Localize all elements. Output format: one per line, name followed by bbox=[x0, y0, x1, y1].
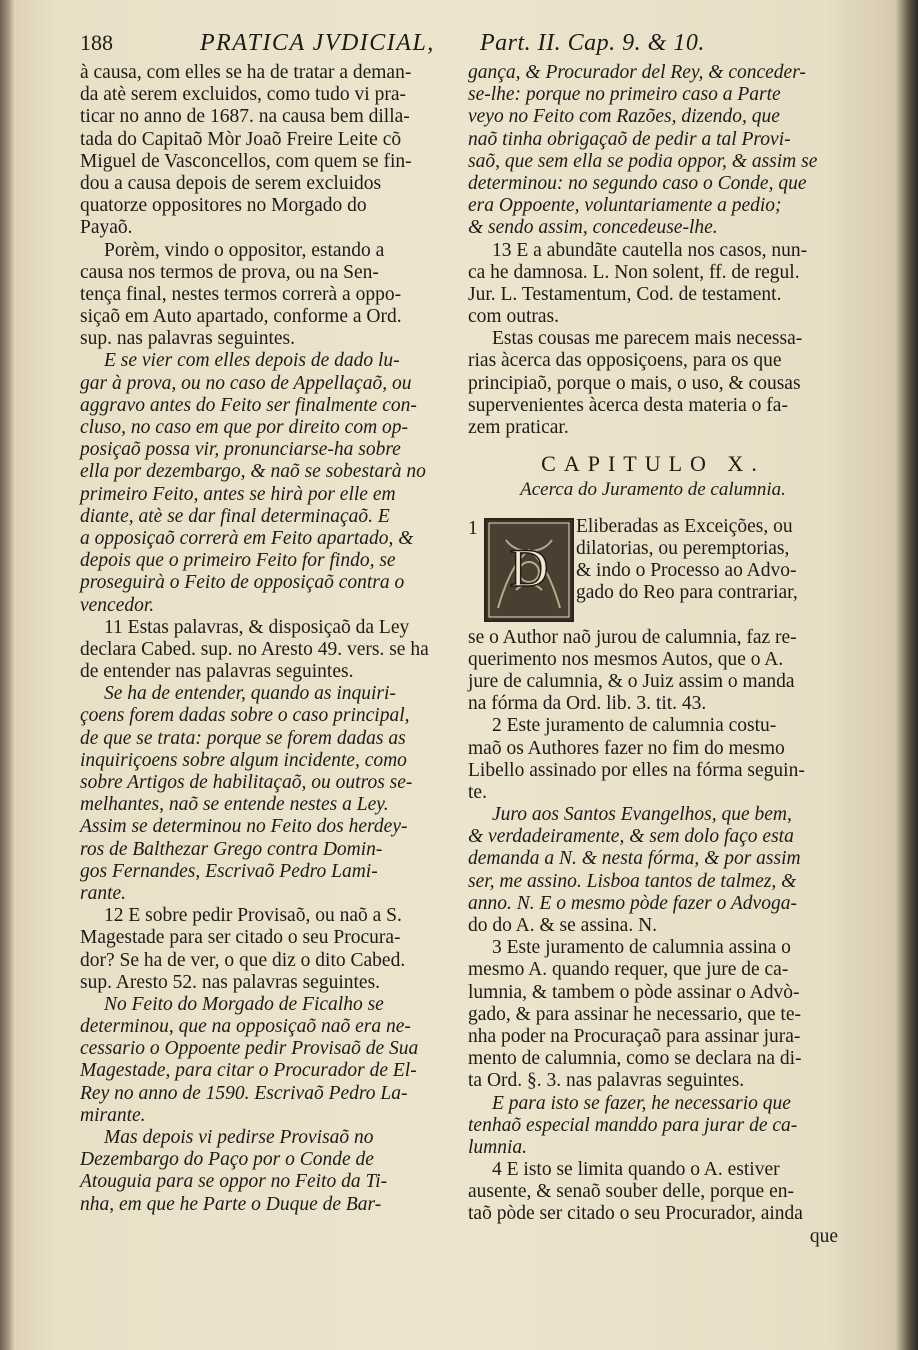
text-line: se o Author naõ jurou de calumnia, faz re- bbox=[468, 626, 797, 648]
text-line: se-lhe: porque no primeiro caso a Parte bbox=[468, 84, 781, 106]
text-line: dilatorias, ou peremptorias, bbox=[576, 537, 790, 559]
text-line: Dezembargo do Paço por o Conde de bbox=[80, 1149, 374, 1171]
text-line: Eliberadas as Exceições, ou bbox=[576, 515, 793, 537]
text-line: Porèm, vindo o oppositor, estando a bbox=[104, 239, 385, 261]
text-line: Libello assinado por elles na fórma seguin- bbox=[468, 759, 805, 781]
page-number: 188 bbox=[80, 30, 113, 55]
text-line: sup. Aresto 52. nas palavras seguintes. bbox=[80, 971, 381, 993]
text-line: Payaõ. bbox=[80, 217, 133, 239]
text-line: sup. nas palavras seguintes. bbox=[80, 328, 295, 350]
text-line: primeiro Feito, antes se hirà por elle em bbox=[80, 483, 396, 505]
text-line: jure de calumnia, & o Juiz assim o manda bbox=[468, 670, 795, 692]
text-line: E para isto se fazer, he necessario que bbox=[492, 1092, 791, 1114]
text-line: querimento nos mesmos Autos, que o A. bbox=[468, 648, 784, 670]
text-line: Jur. L. Testamentum, Cod. de testament. bbox=[468, 283, 782, 305]
text-line: declara Cabed. sup. no Aresto 49. vers. se ha bbox=[80, 638, 429, 660]
text-line: Atouguia para se oppor no Feito da Ti- bbox=[80, 1171, 388, 1193]
text-line: gado, & para assinar he necessario, que te- bbox=[468, 1003, 801, 1025]
text-line: Magestade, para citar o Procurador de El- bbox=[80, 1060, 417, 1082]
chapter-title: CAPITULO X. bbox=[541, 451, 765, 477]
text-line: 13 E a abundãte cautella nos casos, nun- bbox=[492, 239, 808, 261]
text-line: demanda a N. & nesta fórma, & por assim bbox=[468, 848, 801, 870]
text-line: mesmo A. quando requer, que jure de ca- bbox=[468, 959, 789, 981]
text-line: Estas cousas me parecem mais necessa- bbox=[492, 328, 803, 350]
text-line: gos Fernandes, Escrivaõ Pedro Lami- bbox=[80, 860, 378, 882]
text-line: ausente, & senaõ souber delle, porque en- bbox=[468, 1181, 794, 1203]
drop-cap-paragraph bbox=[468, 516, 838, 627]
text-line: mirante. bbox=[80, 1104, 146, 1126]
text-line: Mas depois vi pedirse Provisaõ no bbox=[104, 1127, 374, 1148]
text-line: inquiriçoens sobre algum incidente, como bbox=[80, 749, 407, 771]
text-line: quatorze oppositores no Morgado do bbox=[80, 195, 367, 217]
text-line: & indo o Processo ao Advo- bbox=[576, 559, 797, 581]
text-line: ros de Balthezar Grego contra Domin- bbox=[80, 838, 383, 860]
text-line: com outras. bbox=[468, 306, 559, 328]
text-line: dou a causa depois de serem excluidos bbox=[80, 172, 382, 194]
text-line: determinou: no segundo caso o Conde, que bbox=[468, 172, 807, 194]
text-line: a opposiçaõ correrà em Feito apartado, & bbox=[80, 527, 414, 549]
text-line: Magestade para ser citado o seu Procura- bbox=[80, 927, 401, 949]
text-line: determinou, que na opposiçaõ naõ era ne- bbox=[80, 1016, 411, 1038]
part-chapter-reference: Part. II. Cap. 9. & 10. bbox=[480, 30, 705, 56]
text-line: supervenientes àcerca desta materia o fa- bbox=[468, 394, 788, 416]
text-line: anno. N. E o mesmo pòde fazer o Advoga- bbox=[468, 892, 797, 914]
text-line: 11 Estas palavras, & disposiçaõ da Ley bbox=[104, 616, 410, 638]
text-line: gar à prova, ou no caso de Appellaçaõ, ou bbox=[80, 372, 412, 394]
text-line: tença final, nestes termos correrà a oppo- bbox=[80, 283, 402, 305]
text-line: & verdadeiramente, & sem dolo faço esta bbox=[468, 826, 794, 848]
text-line: da atè serem excluidos, como tudo vi pra- bbox=[80, 84, 406, 106]
text-line: 12 E sobre pedir Provisaõ, ou naõ a S. bbox=[104, 905, 402, 927]
right-column-top-text bbox=[468, 62, 838, 439]
text-line: depois que o primeiro Feito for findo, se bbox=[80, 550, 396, 572]
text-line: çoens forem dadas sobre o caso principal, bbox=[80, 705, 410, 727]
text-line: de entender nas palavras seguintes. bbox=[80, 661, 354, 683]
text-line: No Feito do Morgado de Ficalho se bbox=[104, 993, 384, 1015]
text-line: saõ, que sem ella se podia oppor, & assim se bbox=[468, 150, 818, 172]
left-text-column bbox=[80, 62, 452, 1216]
svg-text:D: D bbox=[509, 537, 549, 598]
text-line: vencedor. bbox=[80, 594, 155, 616]
running-header bbox=[80, 30, 800, 66]
right-column-bottom-text bbox=[468, 627, 838, 1226]
running-title: PRATICA JVDICIAL, bbox=[200, 30, 435, 56]
text-line: aggravo antes do Feito ser finalmente con- bbox=[80, 394, 417, 416]
text-line: lumnia, & tambem o pòde assinar o Advò- bbox=[468, 981, 800, 1003]
text-line: Juro aos Santos Evangelhos, que bem, bbox=[492, 804, 792, 826]
text-line: zem praticar. bbox=[468, 417, 569, 438]
text-line: nha poder na Procuraçaõ para assinar jura- bbox=[468, 1025, 801, 1047]
text-line: proseguirà o Feito de opposiçaõ contra o bbox=[80, 572, 405, 594]
text-line: nha, em que he Parte o Duque de Bar- bbox=[80, 1193, 382, 1215]
text-line: & sendo assim, concedeuse-lhe. bbox=[468, 217, 718, 239]
text-line: tenhaõ especial manddo para jurar de ca- bbox=[468, 1114, 798, 1136]
text-line: de que se trata: porque se forem dadas as bbox=[80, 727, 406, 749]
text-line: ca he damnosa. L. Non solent, ff. de regul. bbox=[468, 261, 800, 283]
text-line: diante, atè se dar final determinaçaõ. E bbox=[80, 505, 390, 527]
binding-gutter bbox=[0, 0, 14, 1350]
paragraph-number: 1 bbox=[468, 517, 478, 539]
text-line: melhantes, naõ se entende nestes a Ley. bbox=[80, 794, 389, 816]
text-line: ta Ord. §. 3. nas palavras seguintes. bbox=[468, 1070, 745, 1092]
text-line: dor? Se ha de ver, o que diz o dito Cabed. bbox=[80, 949, 406, 971]
text-line: mento de calumnia, como se declara na di- bbox=[468, 1048, 802, 1070]
text-line: rias àcerca das opposiçoens, para os que bbox=[468, 350, 782, 372]
text-line: ser, me assino. Lisboa tantos de talmez, & bbox=[468, 870, 797, 892]
text-line: gado do Reo para contrariar, bbox=[576, 582, 798, 604]
text-line: sobre Artigos de habilitaçaõ, ou outros se- bbox=[80, 772, 413, 793]
text-line: veyo no Feito com Razões, dizendo, que bbox=[468, 106, 780, 128]
text-line: era Oppoente, voluntariamente a pedio; bbox=[468, 195, 782, 217]
text-line: cessario o Oppoente pedir Provisaõ de Sua bbox=[80, 1038, 419, 1060]
text-line: Miguel de Vasconcellos, com quem se fin- bbox=[80, 150, 412, 172]
text-line: 4 E isto se limita quando o A. estiver bbox=[492, 1159, 780, 1181]
text-line: cluso, no caso em que por direito com op- bbox=[80, 417, 409, 438]
text-line: do do A. & se assina. N. bbox=[468, 915, 658, 936]
page-edge-shadow bbox=[896, 0, 918, 1350]
text-line: tada do Capitaõ Mòr Joaõ Freire Leite cõ bbox=[80, 128, 402, 150]
text-line: gança, & Procurador del Rey, & conceder- bbox=[468, 62, 806, 83]
text-line: principiaõ, porque o mais, o uso, & cousas bbox=[468, 372, 801, 394]
text-line: maõ os Authores fazer no fim do mesmo bbox=[468, 737, 785, 759]
text-line: Rey no anno de 1590. Escrivaõ Pedro La- bbox=[80, 1082, 408, 1104]
text-line: taõ pòde ser citado o seu Procurador, ainda bbox=[468, 1203, 803, 1225]
drop-cap-lines bbox=[576, 516, 838, 605]
text-line: à causa, com elles se ha de tratar a deman- bbox=[80, 62, 412, 83]
text-line: E se vier com elles depois de dado lu- bbox=[104, 350, 400, 372]
text-line: te. bbox=[468, 781, 487, 803]
text-line: 2 Este juramento de calumnia costu- bbox=[492, 715, 777, 737]
catchword: que bbox=[809, 1225, 838, 1247]
text-line: 3 Este juramento de calumnia assina o bbox=[492, 937, 791, 959]
text-line: lumnia. bbox=[468, 1136, 528, 1158]
text-line: na fórma da Ord. lib. 3. tit. 43. bbox=[468, 693, 707, 715]
text-line: naõ tinha obrigaçaõ de pedir a tal Provi- bbox=[468, 128, 791, 150]
text-line: siçaõ em Auto apartado, conforme a Ord. bbox=[80, 306, 402, 328]
decorated-initial-d-icon bbox=[484, 518, 574, 622]
text-line: ticar no anno de 1687. na causa bem dilla- bbox=[80, 106, 410, 128]
right-text-column bbox=[468, 62, 838, 1248]
text-line: Assim se determinou no Feito dos herdey- bbox=[80, 816, 408, 838]
chapter-subtitle: Acerca do Juramento de calumnia. bbox=[520, 479, 786, 501]
text-line: Se ha de entender, quando as inquiri- bbox=[104, 683, 396, 705]
text-line: posiçaõ possa vir, pronunciarse-ha sobre bbox=[80, 439, 401, 461]
text-line: rante. bbox=[80, 882, 127, 904]
text-line: ella por dezembargo, & naõ se sobestarà no bbox=[80, 461, 426, 483]
text-line: causa nos termos de prova, ou na Sen- bbox=[80, 261, 379, 283]
